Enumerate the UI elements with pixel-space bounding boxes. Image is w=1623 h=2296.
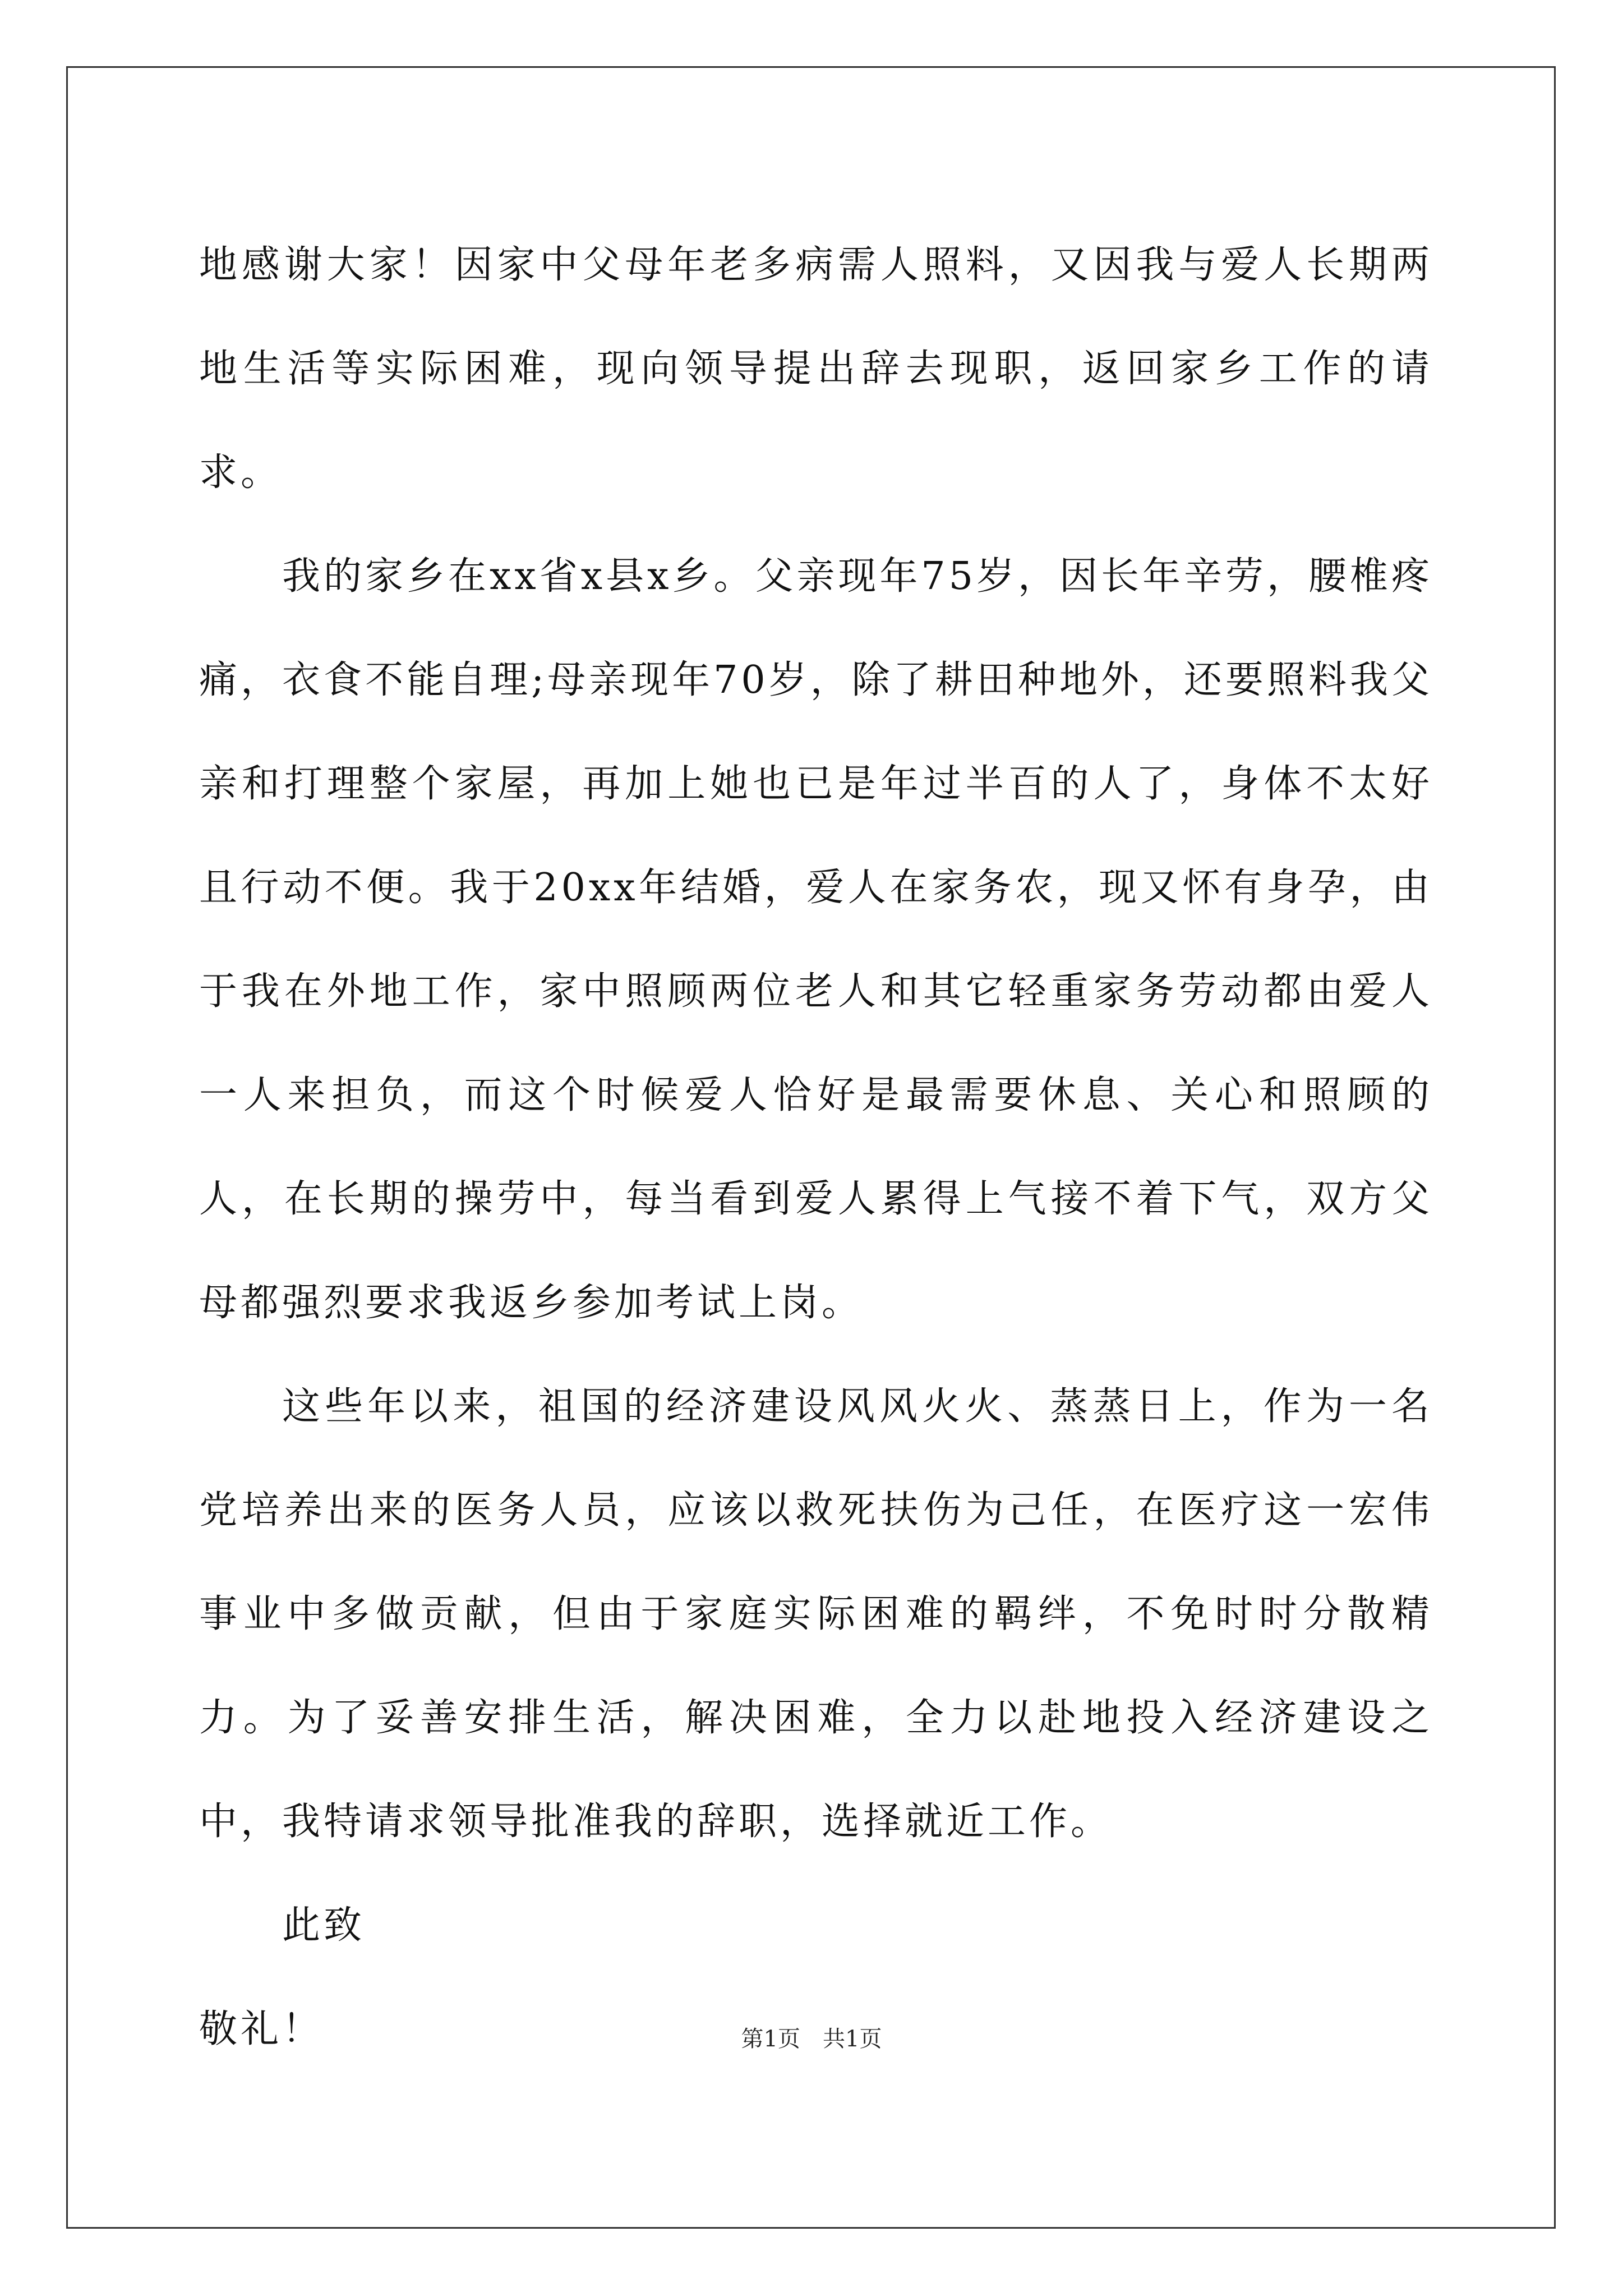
closing-regards: 敬礼！ <box>199 2007 324 2051</box>
paragraph-2: 我的家乡在xx省x县x乡。父亲现年75岁，因长年辛劳，腰椎疼痛，衣食不能自理;母亲现年70岁，除了耕田种地外，还要照料我父亲和打理整个家屋，再加上她也已是年过半百的人了，身体不太好且行动不便。我于20xx年结婚，爱人在家务农，现又怀有身孕，由于我在外地工作，家中照顾两位老人和其它轻重家务劳动都由爱人一人来担负，而这个时候爱人恰好是最需要休息、关心和照顾的人，在长期的操劳中，每当看到爱人累得上气接不着下气，双方父母都强烈要求我返乡参加考试上岗。 <box>199 554 1433 1325</box>
paragraph-1: 地感谢大家！因家中父母年老多病需人照料，又因我与爱人长期两地生活等实际困难，现向领导提出辞去现职，返回家乡工作的请求。 <box>199 243 1433 495</box>
paragraph-3: 这些年以来，祖国的经济建设风风火火、蒸蒸日上，作为一名党培养出来的医务人员，应该以救死扶伤为己任，在医疗这一宏伟事业中多做贡献，但由于家庭实际困难的羁绊，不免时时分散精力。为了妥善安排生活，解决困难，全力以赴地投入经济建设之中，我特请求领导批准我的辞职，选择就近工作。 <box>199 1384 1433 1844</box>
page-footer: 第1页 共1页 <box>741 2026 882 2052</box>
closing-salutation: 此致 <box>282 1903 366 1948</box>
document-body <box>199 213 1433 2081</box>
